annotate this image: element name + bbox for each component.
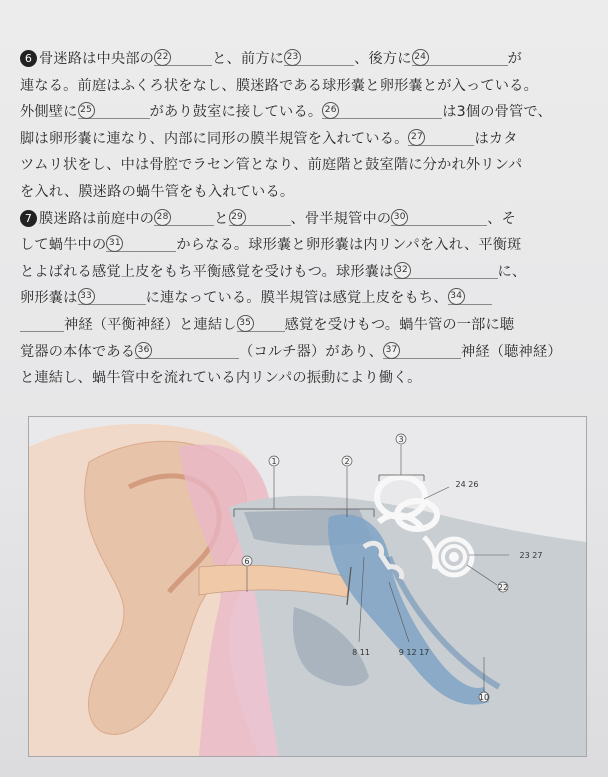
text-segment: はカタ	[474, 130, 518, 147]
answer-blank-25[interactable]	[78, 102, 150, 119]
svg-text:8 11: 8 11	[352, 648, 370, 657]
answer-blank-26[interactable]	[322, 102, 442, 119]
text-segment: 膜迷路は前庭中の	[39, 210, 155, 227]
blank-number: 22	[154, 49, 171, 66]
blank-number: 37	[383, 342, 400, 359]
text-segment: 、そ	[487, 210, 516, 227]
blank-number: 28	[154, 209, 171, 226]
answer-blank-36[interactable]	[135, 342, 239, 359]
paragraph-7	[20, 206, 592, 392]
label-24-26	[456, 480, 479, 489]
text-segment: ツムリ状をし、中は骨腔でラセン管となり、前庭階と鼓室階に分かれ外リンパ	[20, 157, 523, 174]
blank-number: 23	[284, 49, 301, 66]
blank-number: 25	[78, 102, 95, 119]
blank-number: 24	[412, 49, 429, 66]
blank-number: 26	[322, 102, 339, 119]
answer-blank-24[interactable]	[412, 49, 508, 66]
paragraph-number: 7	[20, 210, 37, 227]
answer-blank-34[interactable]	[448, 288, 492, 305]
answer-blank-23[interactable]	[284, 49, 354, 66]
text-segment: 感覚を受けもつ。蝸牛管の一部に聴	[284, 316, 515, 333]
text-segment: と、前方に	[212, 51, 285, 67]
text-segment: 、後方に	[354, 51, 412, 67]
text-segment: があり鼓室に接している。	[149, 104, 323, 121]
svg-text:3: 3	[398, 435, 404, 444]
svg-text:22: 22	[497, 583, 509, 592]
answer-blank-29[interactable]	[229, 209, 291, 226]
label-23-27	[520, 551, 543, 560]
svg-text:9 12 17: 9 12 17	[398, 648, 430, 657]
label-22	[498, 582, 508, 592]
text-segment: 覚器の本体である	[20, 343, 136, 360]
text-segment: と	[214, 210, 229, 227]
text-segment: 、骨半規管中の	[290, 210, 392, 227]
answer-blank-37[interactable]	[383, 342, 461, 359]
ear-anatomy-figure	[28, 416, 587, 757]
answer-blank-28[interactable]	[154, 209, 214, 226]
text-segment: と連結し、蝸牛管中を流れている内リンパの振動により働く。	[20, 370, 422, 387]
label-9-12-17	[399, 648, 430, 657]
text-segment: 卵形嚢は	[20, 290, 78, 307]
label-10	[479, 692, 489, 702]
label-6	[242, 556, 252, 566]
text-segment: 外側壁に	[20, 104, 78, 121]
text-segment: に連なっている。膜半規管は感覚上皮をもち、	[145, 290, 448, 307]
blank-number: 29	[229, 209, 246, 226]
svg-text:23 27: 23 27	[519, 551, 543, 560]
blank-number: 27	[408, 129, 425, 146]
answer-blank-27[interactable]	[408, 129, 474, 146]
svg-text:24 26: 24 26	[455, 480, 479, 489]
label-8-11	[352, 648, 370, 657]
blank-number: 33	[78, 288, 95, 305]
text-segment: 神経（平衡神経）と連結し	[64, 316, 237, 333]
answer-blank-continued[interactable]	[20, 315, 64, 332]
blank-number: 34	[448, 288, 465, 305]
text-segment: は3個の骨管で、	[442, 104, 552, 121]
svg-text:10: 10	[478, 693, 490, 702]
text-segment: （コルチ器）があり、	[239, 343, 383, 360]
text-segment: 脚は卵形嚢に連なり、内部に同形の膜半規管を入れている。	[20, 130, 409, 147]
ear-diagram-svg	[29, 417, 586, 756]
blank-number: 30	[391, 209, 408, 226]
label-1	[269, 456, 279, 466]
text-segment: とよばれる感覚上皮をもち平衡感覚を受けもつ。球形嚢は	[20, 263, 394, 280]
text-segment: が	[507, 51, 523, 67]
answer-blank-22[interactable]	[154, 49, 212, 66]
svg-text:6: 6	[244, 557, 250, 566]
label-3	[396, 434, 406, 444]
paragraph-6	[20, 46, 592, 206]
text-segment: 骨迷路は中央部の	[39, 51, 155, 67]
text-segment: を入れ、膜迷路の蝸牛管をも入れている。	[20, 183, 295, 200]
answer-blank-32[interactable]	[394, 262, 498, 279]
label-2	[342, 456, 352, 466]
blank-number: 32	[394, 262, 411, 279]
text-segment: からなる。球形嚢と卵形嚢は内リンパを入れ、平衡斑	[176, 237, 522, 254]
answer-blank-31[interactable]	[106, 235, 176, 252]
blank-number: 36	[135, 342, 152, 359]
svg-text:2: 2	[344, 457, 350, 466]
answer-blank-35[interactable]	[237, 315, 285, 332]
text-segment: に、	[497, 263, 527, 280]
blank-number: 35	[237, 315, 254, 332]
blank-number: 31	[106, 235, 123, 252]
answer-blank-33[interactable]	[78, 288, 146, 305]
worksheet-text	[20, 46, 592, 392]
text-segment: 連なる。前庭はふくろ状をなし、膜迷路である球形嚢と卵形嚢とが入っている。	[20, 77, 538, 94]
text-segment: 神経（聴神経）	[461, 343, 562, 360]
svg-text:1: 1	[271, 457, 277, 466]
paragraph-number: 6	[20, 50, 37, 67]
text-segment: して蝸牛中の	[20, 237, 107, 254]
answer-blank-30[interactable]	[391, 209, 487, 226]
